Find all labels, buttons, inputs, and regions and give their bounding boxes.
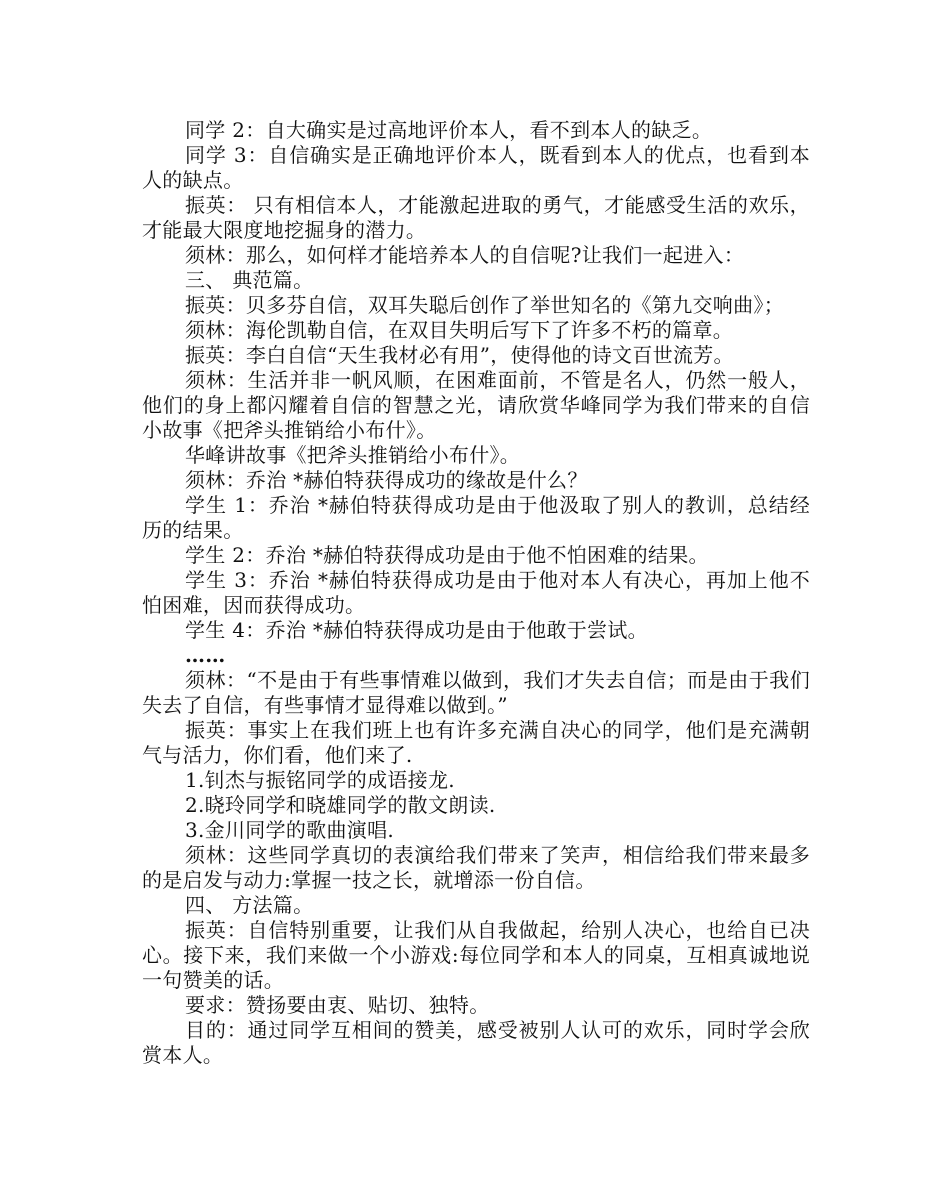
document-body — [142, 118, 810, 1068]
paragraph: 须林：生活并非一帆风顺，在困难面前，不管是名人，仍然一般人，他们的身上都闪耀着自信的智慧之光，请欣赏华峰同学为我们带来的自信小故事《把斧头推销给小布什》。 — [142, 368, 810, 442]
paragraph: 振英： 只有相信本人，才能激起进取的勇气，才能感受生活的欢乐，才能最大限度地挖掘身的潜力。 — [142, 193, 810, 242]
list-item: 3.金川同学的歌曲演唱. — [185, 818, 395, 842]
paragraph: 学生 4：乔治 *赫伯特获得成功是由于他敢于尝试。 — [185, 618, 648, 642]
paragraph: 学生 1：乔治 *赫伯特获得成功是由于他汲取了别人的教训，总结经历的结果。 — [142, 493, 810, 542]
paragraph: 华峰讲故事《把斧头推销给小布什》。 — [185, 443, 521, 467]
paragraph: 须林：“不是由于有些事情难以做到，我们才失去自信；而是由于我们失去了自信，有些事情才显得难以做到。” — [142, 668, 810, 717]
paragraph: 须林：那么，如何样才能培养本人的自信呢?让我们一起进入： — [185, 243, 745, 267]
paragraph: 须林：海伦凯勒自信，在双目失明后写下了许多不朽的篇章。 — [185, 318, 734, 342]
paragraph: 振英：李白自信“天生我材必有用”，使得他的诗文百世流芳。 — [185, 343, 734, 367]
paragraph: 学生 3：乔治 *赫伯特获得成功是由于他对本人有决心，再加上他不怕困难，因而获得成功。 — [142, 568, 810, 617]
section-heading: 四、 方法篇。 — [185, 893, 314, 917]
paragraph: 振英：事实上在我们班上也有许多充满自决心的同学，他们是充满朝气与活力，你们看，他们来了. — [142, 718, 810, 767]
paragraph: 同学 3：自信确实是正确地评价本人，既看到本人的优点，也看到本人的缺点。 — [142, 143, 810, 192]
paragraph: 目的：通过同学互相间的赞美，感受被别人认可的欢乐，同时学会欣赏本人。 — [142, 1018, 810, 1067]
paragraph: 须林：乔治 *赫伯特获得成功的缘故是什么？ — [185, 468, 588, 492]
paragraph: 要求：赞扬要由衷、贴切、独特。 — [185, 993, 490, 1017]
paragraph: 振英：贝多芬自信，双耳失聪后创作了举世知名的《第九交响曲》； — [185, 293, 784, 317]
paragraph: 振英：自信特别重要，让我们从自我做起，给别人决心，也给自已决心。接下来，我们来做一个小游戏:每位同学和本人的同桌，互相真诚地说一句赞美的话。 — [142, 918, 810, 992]
paragraph: 同学 2：自大确实是过高地评价本人，看不到本人的缺乏。 — [185, 118, 713, 142]
ellipsis: …… — [185, 643, 226, 667]
paragraph: 学生 2：乔治 *赫伯特获得成功是由于他不怕困难的结果。 — [185, 543, 709, 567]
list-item: 1.钊杰与振铭同学的成语接龙. — [185, 768, 455, 792]
section-heading: 三、 典范篇。 — [185, 268, 314, 292]
paragraph: 须林：这些同学真切的表演给我们带来了笑声，相信给我们带来最多的是启发与动力:掌握一技之长，就增添一份自信。 — [142, 843, 810, 892]
list-item: 2.晓玲同学和晓雄同学的散文朗读. — [185, 793, 496, 817]
